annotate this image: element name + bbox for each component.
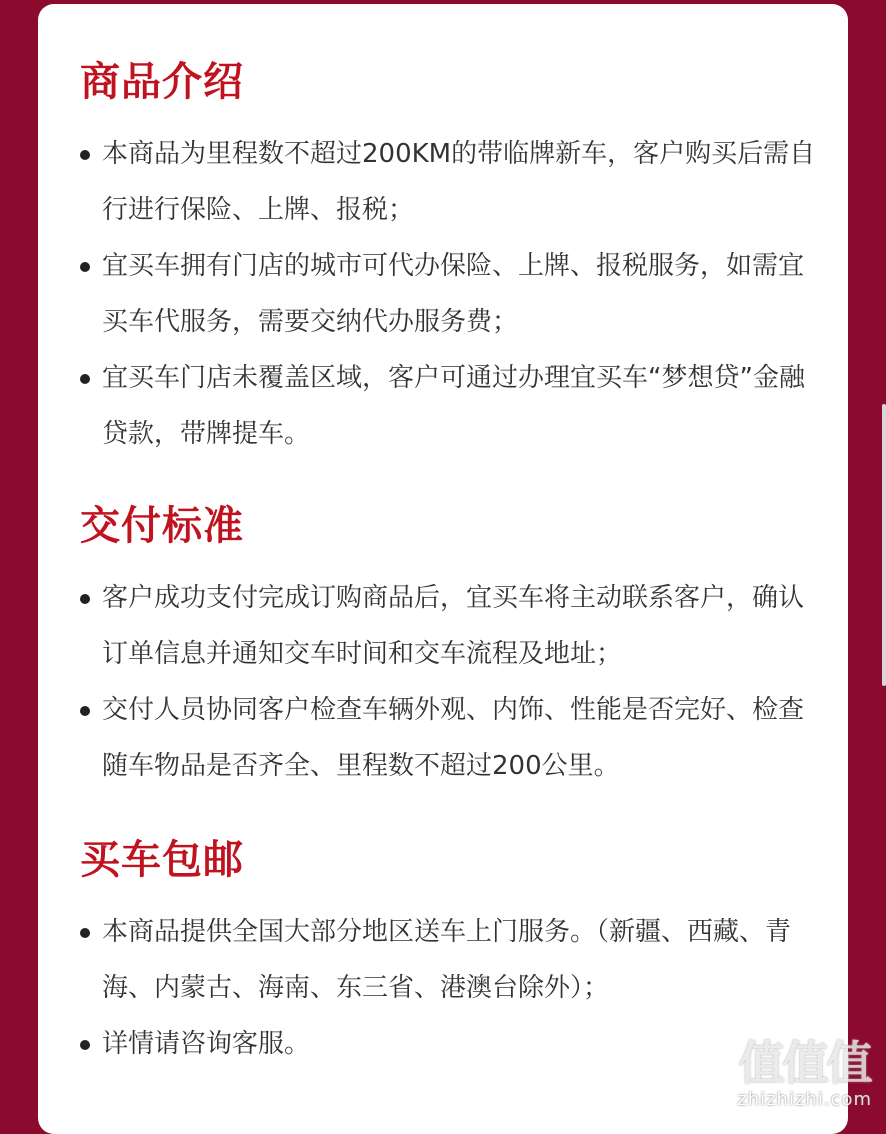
watermark-url: zhizhizhi.com: [737, 1089, 872, 1110]
list-item-text: 本商品提供全国大部分地区送车上门服务。（新疆、西藏、青海、内蒙古、海南、东三省、港澳台除外）；: [102, 917, 792, 1003]
list-item: [80, 904, 820, 1016]
bullet-list: [80, 126, 820, 462]
bullet-list: [80, 904, 820, 1072]
bullet-icon: [80, 374, 90, 384]
list-item: [80, 238, 820, 350]
list-item: [80, 126, 820, 238]
list-item-text: 交付人员协同客户检查车辆外观、内饰、性能是否完好、检查随车物品是否齐全、里程数不超过200公里。: [102, 695, 805, 781]
list-item-text: 宜买车门店未覆盖区域，客户可通过办理宜买车“梦想贷”金融贷款，带牌提车。: [102, 363, 805, 449]
list-item: [80, 682, 820, 794]
section-delivery-standard: [80, 500, 820, 794]
bullet-icon: [80, 594, 90, 604]
watermark: [737, 1037, 872, 1110]
list-item-text: 宜买车拥有门店的城市可代办保险、上牌、报税服务，如需宜买车代服务，需要交纳代办服务费；: [102, 251, 805, 337]
list-item-text: 客户成功支付完成订购商品后，宜买车将主动联系客户，确认订单信息并通知交车时间和交车流程及地址；: [102, 583, 805, 669]
list-item: [80, 350, 820, 462]
bullet-icon: [80, 262, 90, 272]
bullet-list: [80, 570, 820, 794]
section-product-intro: [80, 56, 820, 462]
section-title: 商品介绍: [80, 59, 244, 105]
list-item: [80, 1016, 820, 1072]
bullet-icon: [80, 706, 90, 716]
watermark-logo: 值值值: [738, 1036, 871, 1090]
list-item: [80, 570, 820, 682]
section-title: 买车包邮: [80, 837, 244, 883]
section-free-shipping: [80, 834, 820, 1072]
section-title: 交付标准: [80, 503, 244, 549]
scrollbar[interactable]: [882, 404, 886, 686]
bullet-icon: [80, 150, 90, 160]
bullet-icon: [80, 928, 90, 938]
list-item-text: 本商品为里程数不超过200KM的带临牌新车，客户购买后需自行进行保险、上牌、报税；: [102, 139, 816, 225]
list-item-text: 详情请咨询客服。: [102, 1029, 311, 1059]
bullet-icon: [80, 1040, 90, 1050]
